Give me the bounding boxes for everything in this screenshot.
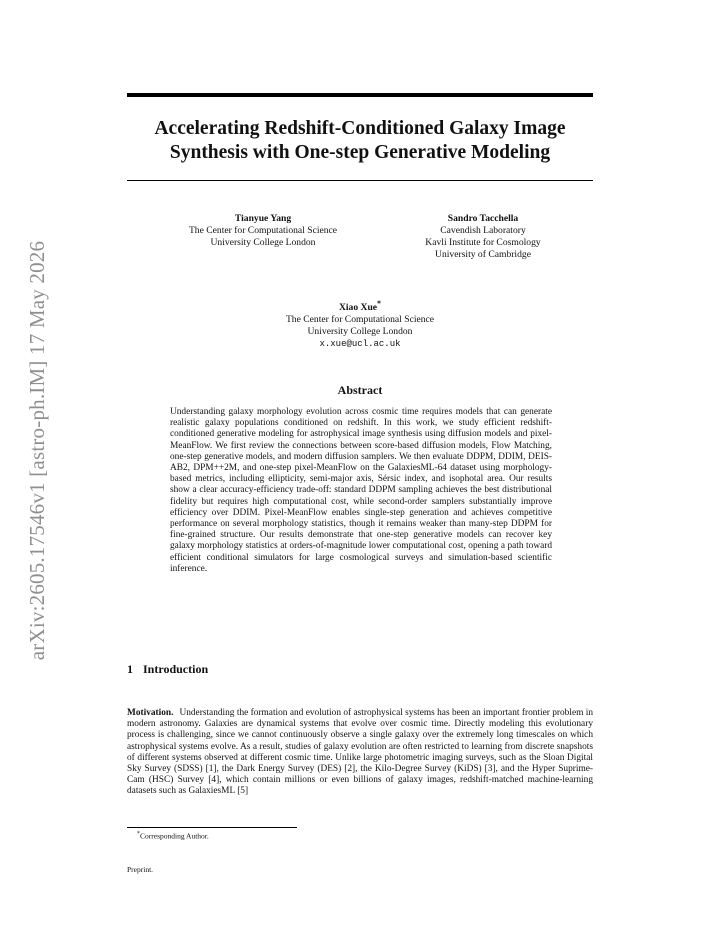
section-heading	[127, 662, 208, 677]
author-block-2	[380, 213, 586, 261]
section-title: Introduction	[143, 662, 209, 676]
author-name: Sandro Tacchella	[447, 213, 519, 224]
arxiv-identifier-text: arXiv:2605.17546v1 [astro-ph.IM] 17 May 2026	[25, 240, 50, 660]
footnote-mark: *	[137, 831, 140, 837]
author-block-3	[250, 298, 470, 350]
author-name: Xiao Xue	[338, 302, 378, 314]
footnote-rule	[127, 827, 297, 828]
paragraph-lead: Motivation.	[127, 708, 174, 718]
author-affiliation-line: University of Cambridge	[435, 249, 531, 260]
author-affiliation-line: The Center for Computational Science	[188, 225, 338, 236]
author-affiliation-line: University College London	[307, 326, 413, 338]
author-email: x.xue@ucl.ac.uk	[319, 339, 401, 350]
arxiv-identifier-stamp	[10, 230, 66, 670]
footnote	[137, 831, 209, 841]
section-number: 1	[127, 662, 133, 676]
paragraph-text: Understanding the formation and evolution of astrophysical systems has been an important frontier problem in modern astronomy. Galaxies are dynamical systems that evolve over cosmic time. Directly modeling this evolutionary process is challenging, since we cannot continuously observe a single galaxy over the extremely long timescales on which astrophysical systems evolve. As a result, studies of galaxy evolution are often restricted to learning from discrete snapshots of different systems observed at different cosmic time. Unlike large photometric imaging surveys, such as the Sloan Digital Sky Survey (SDSS) [1], the Dark Energy Survey (DES) [2], the Kilo-Degree Survey (KiDS) [3], and the Hyper Suprime-Cam (HSC) Survey [4], which contain millions or even billions of galaxy images, redshift-matched machine-learning datasets such as GalaxiesML [5]	[127, 708, 593, 797]
introduction-paragraph	[127, 708, 593, 798]
author-affiliation-line: University College London	[210, 237, 316, 248]
paper-title: Accelerating Redshift-Conditioned Galaxy Image Synthesis with One-step Generative Modeling	[154, 118, 566, 163]
abstract-text: Understanding galaxy morphology evolution across cosmic time requires models that can generate realistic galaxy populations conditioned on redshift. In this work, we study efficient redshift-conditioned generative modeling for astrophysical image synthesis using diffusion models and pixel-MeanFlow. We first review the connections between score-based diffusion models, Flow Matching, one-step generative models, and modern diffusion samplers. We then evaluate DDPM, DDIM, DEIS-AB2, DPM++2M, and one-step pixel-MeanFlow on the GalaxiesML-64 dataset using morphology-based metrics, including ellipticity, semi-major axis, Sérsic index, and isophotal area. Our results show a clear accuracy-efficiency trade-off: standard DDPM sampling achieves the best distributional fidelity but requires high computational cost, while second-order samplers substantially improve efficiency over DDIM. Pixel-MeanFlow enables single-step generation and achieves competitive performance on several morphology statistics, though it remains weaker than many-step DDPM for fine-grained structure. Our results demonstrate that one-step generative models can recover key galaxy morphology statistics at orders-of-magnitude lower computational cost, opening a path toward efficient conditional simulators for large cosmological surveys and simulation-based scientific inference.	[170, 407, 552, 574]
author-name: Tianyue Yang	[234, 213, 292, 224]
abstract-heading: Abstract	[337, 383, 383, 397]
title-bottom-rule	[127, 180, 593, 181]
author-affiliation-line: Kavli Institute for Cosmology	[425, 237, 541, 248]
preprint-label: Preprint.	[127, 865, 154, 874]
author-name-line	[250, 298, 470, 314]
corresponding-author-mark: *	[377, 299, 382, 308]
author-block-1	[160, 213, 366, 249]
author-affiliation-line: Cavendish Laboratory	[440, 225, 526, 236]
footnote-text: Corresponding Author.	[140, 831, 209, 841]
author-affiliation-line: The Center for Computational Science	[285, 314, 435, 326]
title-top-rule	[127, 93, 593, 97]
